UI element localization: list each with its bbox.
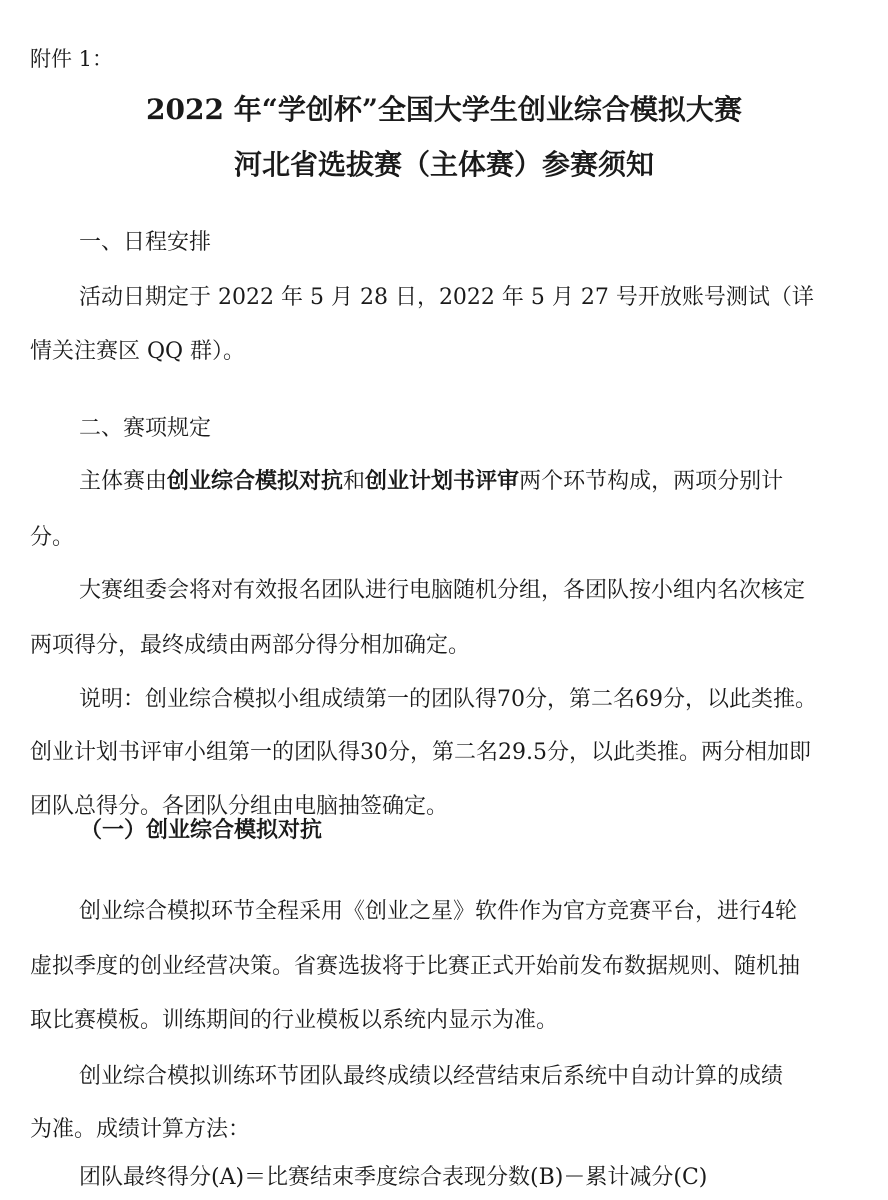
rules-bold-simulation: 创业综合模拟对抗 <box>167 469 344 494</box>
schedule-paragraph-line-2: 情关注赛区 QQ 群）。 <box>30 339 246 364</box>
rules-paragraph-2-line-1: 大赛组委会将对有效报名团队进行电脑随机分组，各团队按小组内名次核定 <box>79 578 806 603</box>
schedule-paragraph-line-1: 活动日期定于 2022 年 5 月 28 日，2022 年 5 月 27 号开放账号测试（详 <box>79 285 814 310</box>
simulation-paragraph-1-line-2: 虚拟季度的创业经营决策。省赛选拔将于比赛正式开始前发布数据规则、随机抽 <box>30 954 801 979</box>
simulation-paragraph-1-line-3: 取比赛模板。训练期间的行业模板以系统内显示为准。 <box>30 1008 559 1033</box>
document-title-line-2: 河北省选拔赛（主体赛）参赛须知 <box>233 148 654 181</box>
simulation-paragraph-2-line-1: 创业综合模拟训练环节团队最终成绩以经营结束后系统中自动计算的成绩 <box>79 1064 784 1089</box>
rules-text-prefix: 主体赛由 <box>79 469 168 494</box>
rules-bold-business-plan: 创业计划书评审 <box>365 469 520 494</box>
rules-paragraph-1-line-2: 分。 <box>30 525 75 550</box>
attachment-label: 附件 1： <box>30 47 114 71</box>
rules-note-line-2: 创业计划书评审小组第一的团队得30分，第二名29.5分，以此类推。两分相加即 <box>30 740 811 765</box>
subsection-heading-simulation: （一）创业综合模拟对抗 <box>80 818 323 843</box>
rules-note-line-1: 说明：创业综合模拟小组成绩第一的团队得70分，第二名69分，以此类推。 <box>79 687 817 712</box>
document-title-line-1: 2022 年“学创杯”全国大学生创业综合模拟大赛 <box>146 93 742 126</box>
rules-text-suffix: 两个环节构成，两项分别计 <box>519 469 784 494</box>
simulation-paragraph-1-line-1: 创业综合模拟环节全程采用《创业之星》软件作为官方竞赛平台，进行4轮 <box>79 899 797 924</box>
rules-paragraph-1-line-1 <box>79 467 783 497</box>
section-heading-schedule: 一、日程安排 <box>79 230 212 255</box>
section-heading-rules: 二、赛项规定 <box>79 416 212 441</box>
rules-text-middle: 和 <box>343 469 366 494</box>
rules-note-line-3: 团队总得分。各团队分组由电脑抽签确定。 <box>30 794 449 819</box>
simulation-paragraph-2-line-2: 为准。成绩计算方法： <box>30 1117 251 1142</box>
score-formula: 团队最终得分(A)＝比赛结束季度综合表现分数(B)－累计减分(C) <box>79 1165 708 1190</box>
rules-paragraph-2-line-2: 两项得分，最终成绩由两部分得分相加确定。 <box>30 633 471 658</box>
